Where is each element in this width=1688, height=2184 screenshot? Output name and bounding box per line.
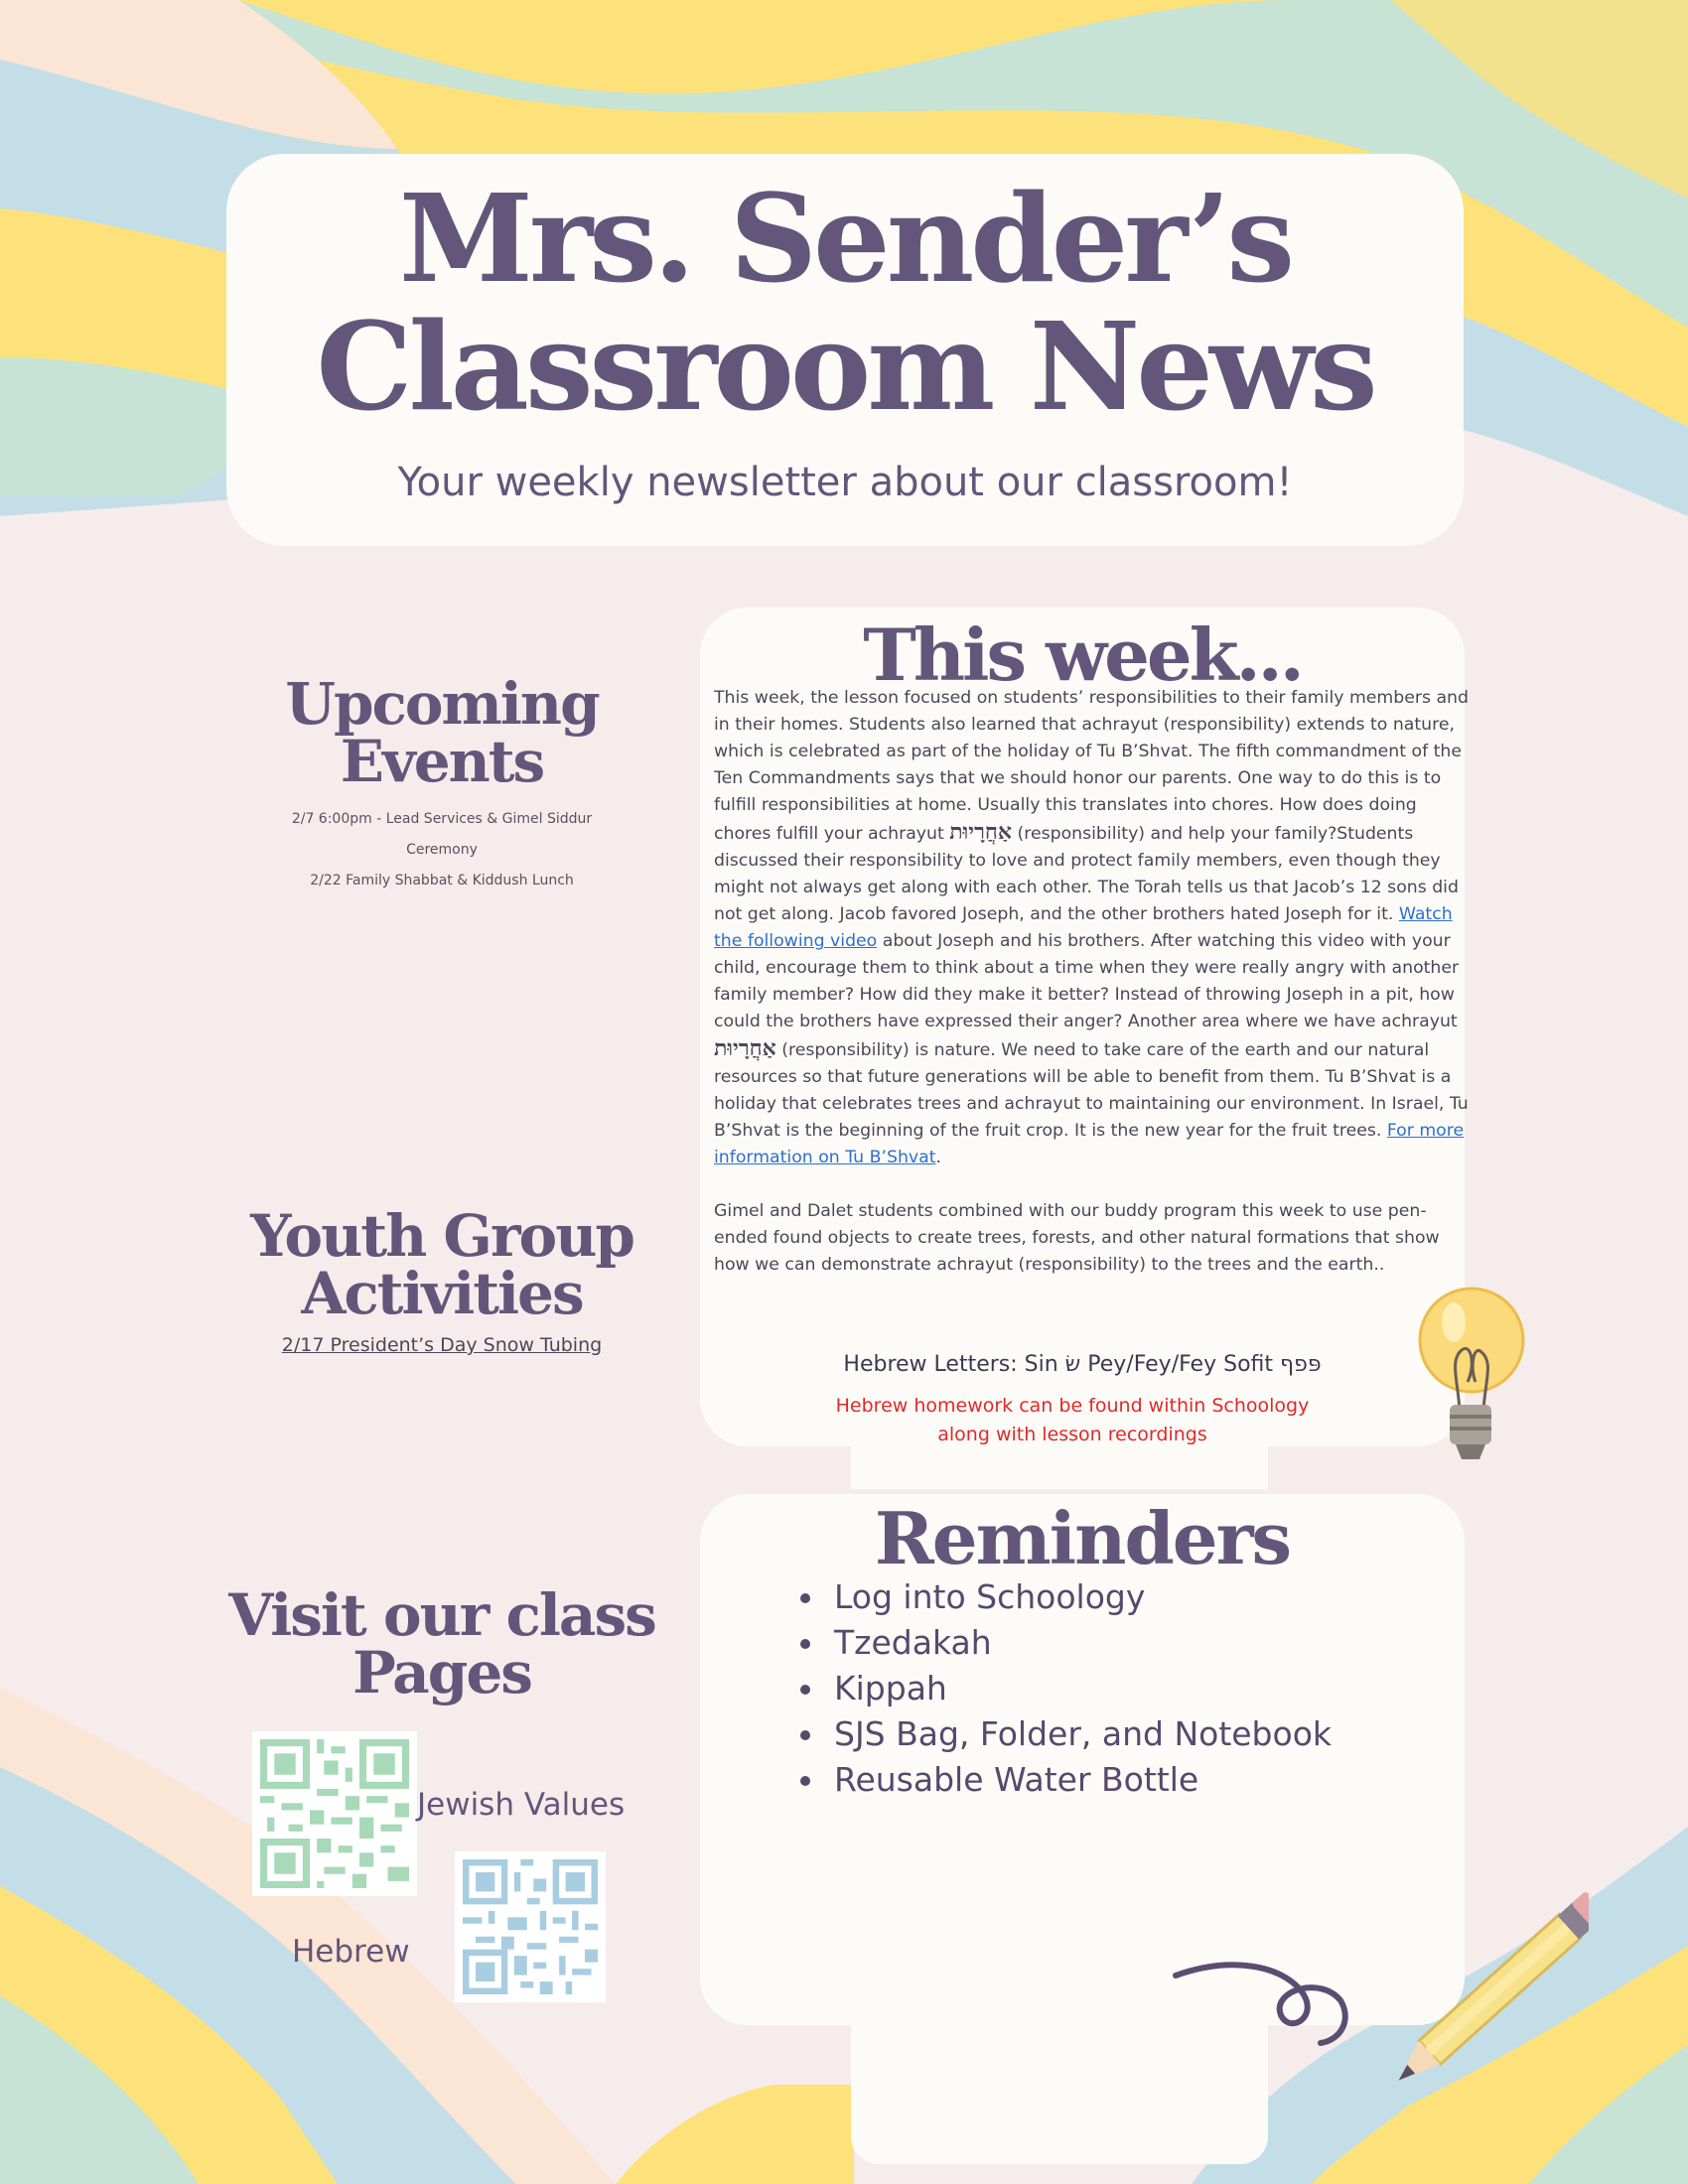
class-pages-section bbox=[228, 1581, 655, 1706]
video-link[interactable]: Watch the following video bbox=[714, 904, 1453, 951]
qr-code-icon bbox=[463, 1859, 598, 1994]
reminder-item: Reusable Water Bottle bbox=[800, 1757, 1436, 1803]
lesson-text-a: This week, the lesson focused on students’ responsibilities to their family members and in their homes. Students also learned that achrayut (responsibility) extends to nature, which is celebrated as part of the holiday of Tu B’Shvat. The fifth commandment of the Ten Commandments says that we should honor our parents. One way to do this is to fulfill responsibilities at home. Usually this translates into chores. How does doing chores fulfill your achrayut bbox=[714, 688, 1469, 844]
page-title-line2: Classroom News bbox=[316, 295, 1374, 438]
event-item: 2/7 6:00pm - Lead Services & Gimel Siddur Ceremony bbox=[291, 811, 593, 858]
homework-note bbox=[765, 1392, 1380, 1449]
reminder-item: Tzedakah bbox=[800, 1620, 1436, 1666]
hebrew-letters-line: Hebrew Letters: Sin שׂ Pey/Fey/Fey Sofit פּפף bbox=[843, 1352, 1322, 1377]
qr-code-icon bbox=[260, 1739, 409, 1888]
page-subtitle: Your weekly newsletter about our classroom! bbox=[397, 460, 1293, 505]
hebrew-achrayut: אַחֲרָיוּת bbox=[949, 819, 1013, 845]
lesson-text-d: (responsibility) is nature. We need to take care of the earth and our natural resources so that future generations will be able to benefit from them. Tu B’Shvat is a holiday that celebrates trees and achrayut to maintaining our environment. In Israel, Tu B’Shvat is the beginning of the fruit crop. It is the new year for the fruit trees. bbox=[714, 1040, 1469, 1141]
header-card bbox=[226, 154, 1464, 546]
lesson-text-b: (responsibility) and help your family?Students discussed their responsibility to love and protect family members, even though they might not always get along with each other. The Torah tells us that Jacob’s 12 sons did not get along. Jacob favored Joseph, and the other brothers hated Joseph for it. bbox=[714, 824, 1459, 924]
lesson-text-c: about Joseph and his brothers. After watching this video with your child, encourage them to think about a time when they were really angry with another family member? How did they make it better? Instead of throwing Joseph in a pit, how could the brothers have expressed their anger? Another area where we have achrayut bbox=[714, 931, 1460, 1031]
class-pages-heading-line2: Pages bbox=[352, 1639, 531, 1706]
reminders-list bbox=[800, 1574, 1436, 1803]
upcoming-events-heading-line1: Upcoming bbox=[285, 670, 599, 738]
hebrew-label: Hebrew bbox=[292, 1934, 410, 1970]
lesson-text-end: . bbox=[935, 1148, 941, 1167]
upcoming-events-heading-line2: Events bbox=[340, 728, 544, 795]
homework-note-line2: along with lesson recordings bbox=[937, 1424, 1207, 1445]
buddy-program-paragraph: Gimel and Dalet students combined with our buddy program this week to use pen-ended found objects to create trees, forests, and other natural formations that show how we can demonstrate achrayut (responsibility) to the trees and the earth.. bbox=[714, 1201, 1440, 1275]
homework-note-line1: Hebrew homework can be found within Schoology bbox=[835, 1395, 1310, 1417]
hebrew-achrayut: אַחֲרָיוּת bbox=[714, 1035, 776, 1061]
page-title-line1: Mrs. Sender’s bbox=[398, 167, 1292, 310]
hebrew-qr-code[interactable] bbox=[455, 1851, 606, 2002]
youth-activity-link[interactable]: 2/17 President’s Day Snow Tubing bbox=[281, 1334, 603, 1356]
this-week-title: This week... bbox=[863, 613, 1302, 697]
pencil-icon bbox=[1350, 1891, 1589, 2139]
upcoming-events-section bbox=[228, 670, 655, 896]
reminder-item: Kippah bbox=[800, 1666, 1436, 1711]
class-pages-heading-line1: Visit our class bbox=[228, 1581, 655, 1649]
reminder-item: Log into Schoology bbox=[800, 1574, 1436, 1620]
event-item: 2/22 Family Shabbat & Kiddush Lunch bbox=[310, 873, 574, 888]
youth-group-section bbox=[228, 1202, 655, 1356]
jewish-values-label: Jewish Values bbox=[417, 1787, 626, 1823]
lesson-paragraph bbox=[714, 685, 1478, 1171]
tu-bshvat-info-link[interactable]: For more information on Tu B’Shvat bbox=[714, 1121, 1465, 1167]
youth-group-heading-line1: Youth Group bbox=[250, 1202, 633, 1270]
reminder-item: SJS Bag, Folder, and Notebook bbox=[800, 1711, 1436, 1757]
reminders-title: Reminders bbox=[874, 1496, 1291, 1580]
youth-group-heading-line2: Activities bbox=[301, 1260, 583, 1327]
squiggle-decoration-icon bbox=[1172, 1946, 1370, 2055]
lightbulb-icon bbox=[1410, 1271, 1529, 1489]
this-week-body bbox=[714, 685, 1478, 1279]
jewish-values-qr-code[interactable] bbox=[252, 1731, 417, 1896]
